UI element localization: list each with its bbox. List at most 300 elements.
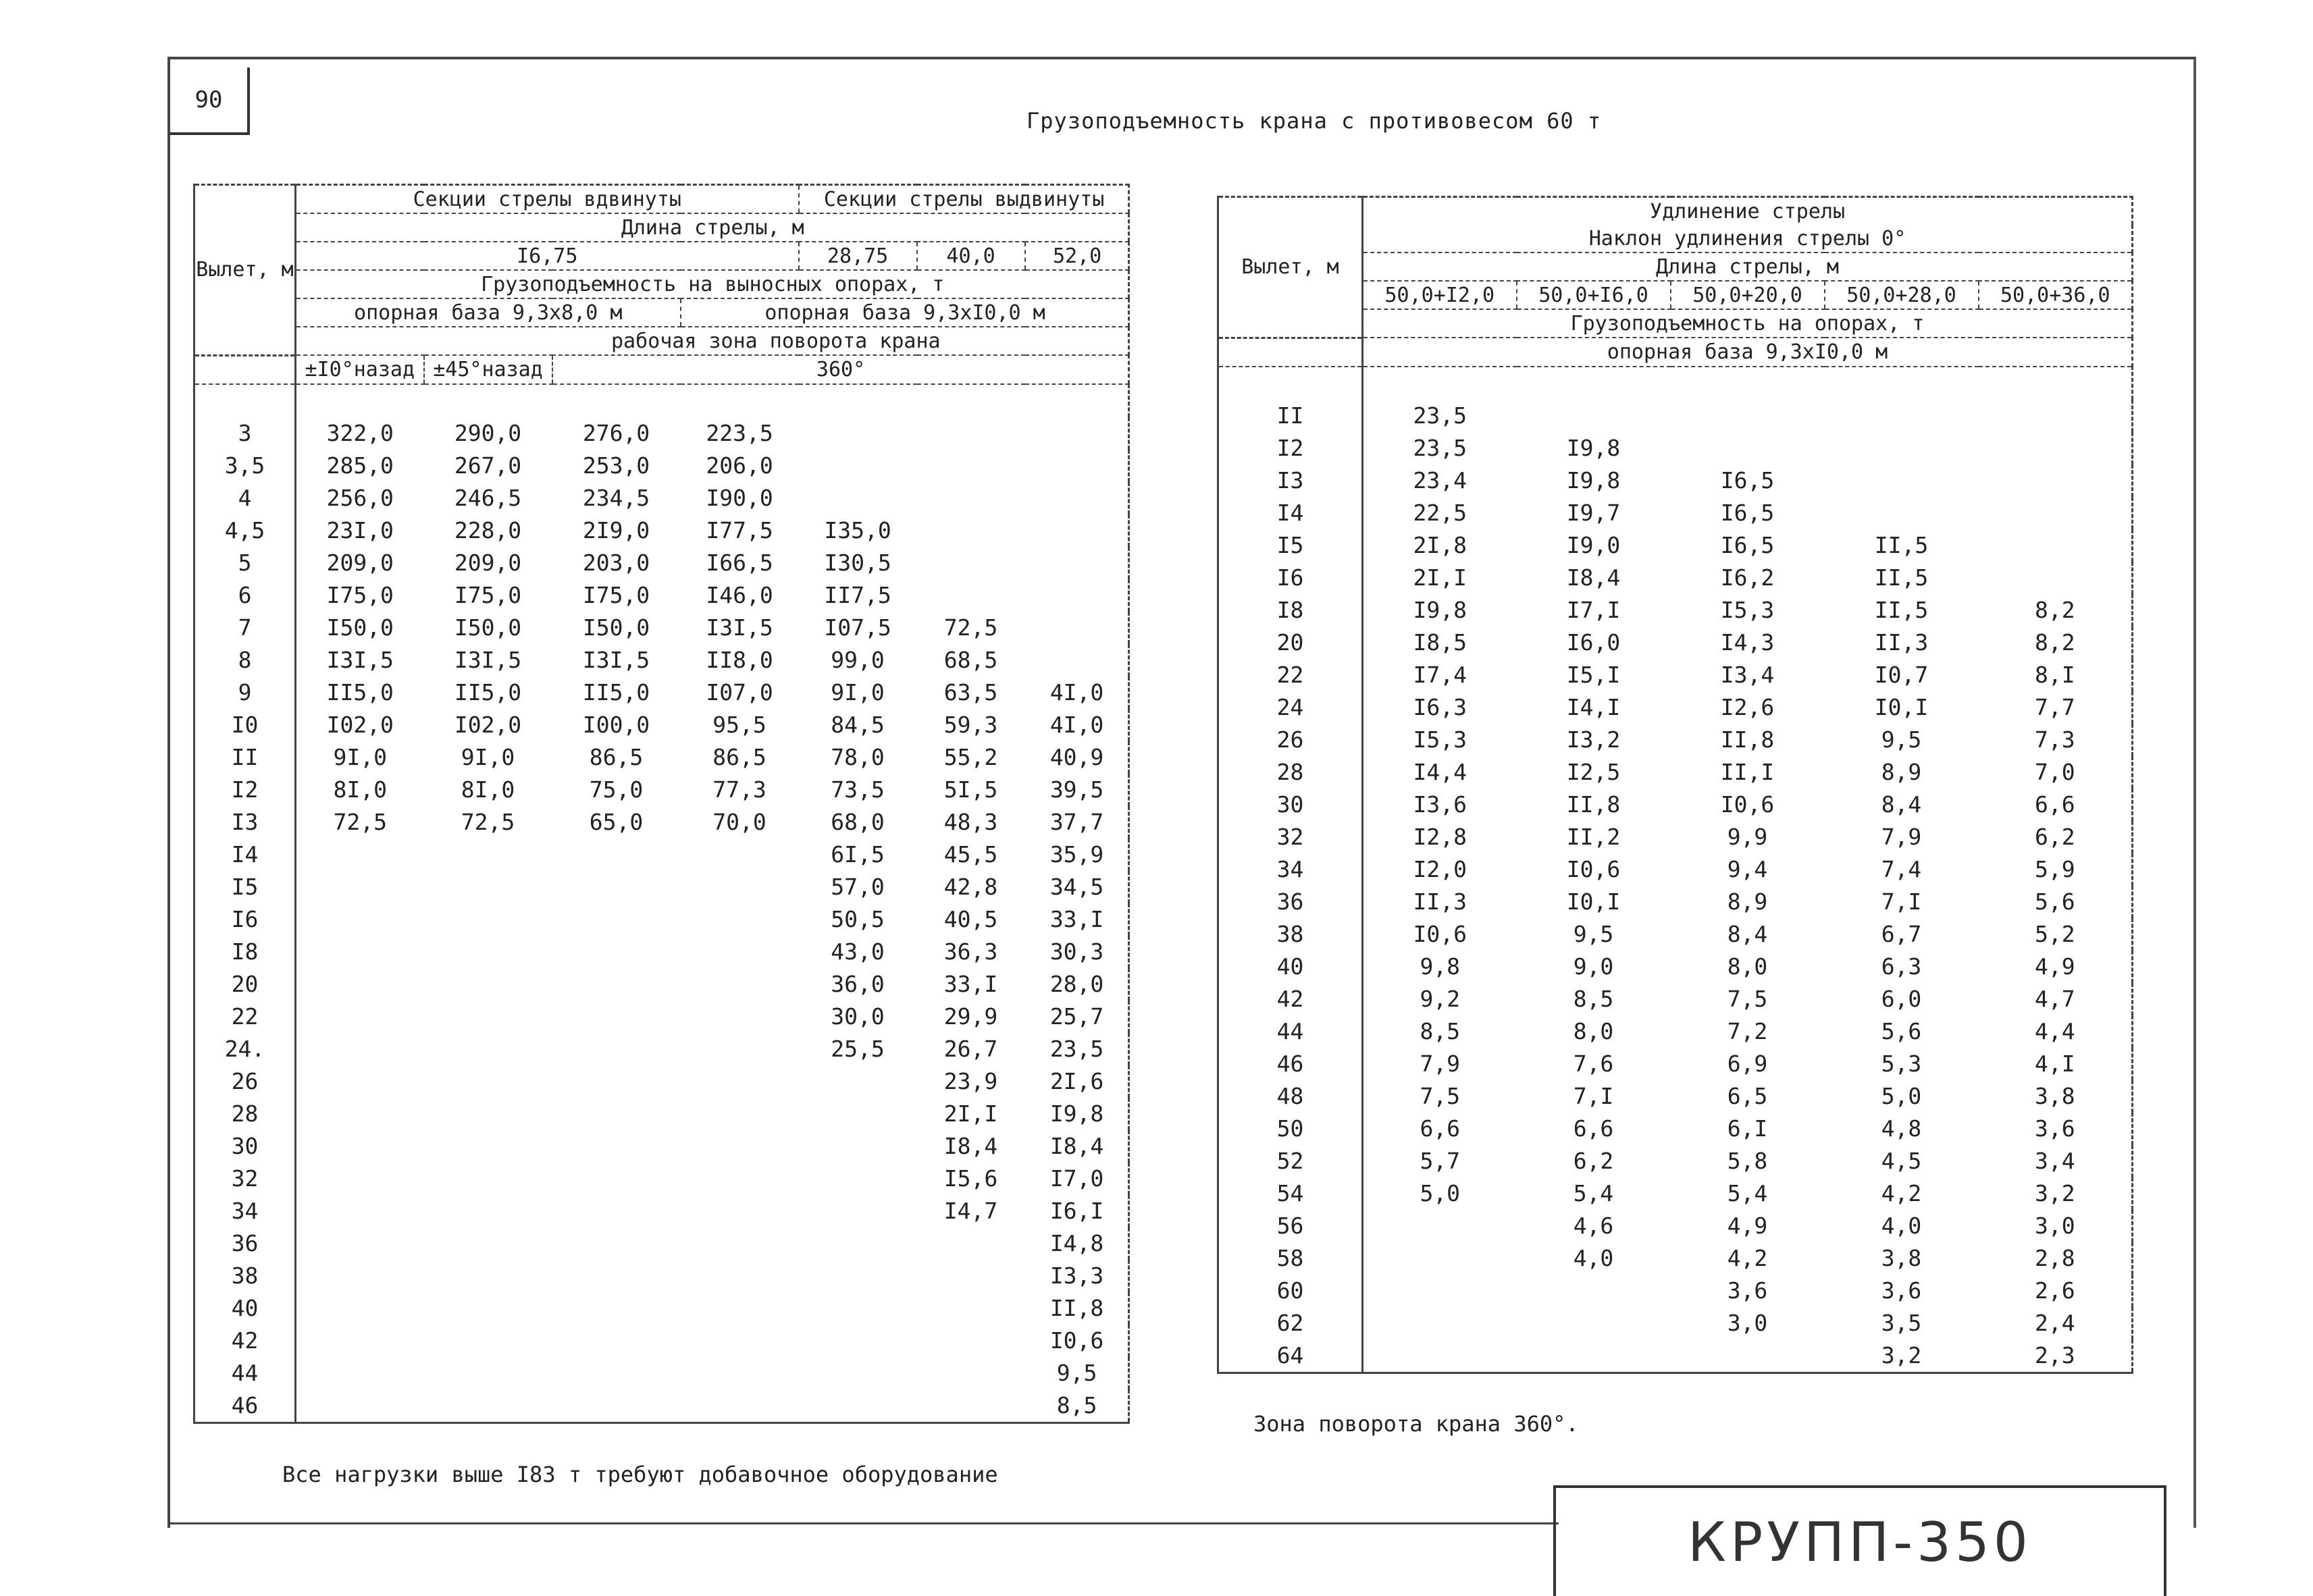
load-cell	[681, 968, 799, 1001]
header-base-right: опорная база 9,3хI0,0 м	[1363, 338, 2133, 367]
load-cell	[424, 1163, 552, 1195]
load-cell: I9,0	[1566, 532, 1621, 558]
right_table-row	[1218, 724, 2133, 756]
right_table-row	[1218, 1048, 2133, 1080]
load-cell: 6,5	[1727, 1083, 1768, 1109]
load-cell: 4,8	[1881, 1115, 1922, 1142]
load-cell: 6,6	[1573, 1115, 1614, 1142]
load-cell	[552, 1227, 681, 1260]
load-cell: 23,4	[1413, 467, 1467, 494]
load-cell: 322,0	[326, 420, 394, 446]
load-cell: 3,6	[2034, 1115, 2075, 1142]
load-cell: II5,0	[326, 679, 394, 706]
left_table-row	[194, 774, 1129, 806]
right_table-row	[1218, 1177, 2133, 1210]
load-cell: 72,5	[943, 614, 998, 641]
load-cell: I6,2	[1720, 564, 1775, 591]
load-cell: I6,0	[1566, 629, 1621, 656]
ext-length-3: 50,0+20,0	[1671, 281, 1825, 309]
load-cell: I9,7	[1566, 500, 1621, 526]
right_table-row	[1218, 400, 2133, 432]
right-load-table	[1217, 196, 2133, 1374]
load-cell: 9,5	[1881, 726, 1922, 753]
zone-1: ±I0°назад	[296, 355, 424, 384]
load-cell	[917, 514, 1025, 547]
load-cell	[552, 1130, 681, 1163]
reach-cell: I4	[194, 839, 296, 871]
load-cell	[799, 1357, 917, 1389]
reach-cell: 42	[194, 1325, 296, 1357]
load-cell	[681, 936, 799, 968]
load-cell: 228,0	[454, 517, 522, 543]
load-cell: 8,2	[2034, 597, 2075, 623]
load-cell: 36,0	[831, 971, 885, 997]
left_table-spacer	[194, 384, 1129, 417]
load-cell	[296, 1065, 424, 1098]
load-cell: I4,8	[1049, 1230, 1104, 1256]
load-cell	[552, 1033, 681, 1065]
load-cell: 9,9	[1727, 824, 1768, 850]
zone-3: 360°	[552, 355, 1129, 384]
load-cell: 77,3	[712, 776, 766, 803]
load-cell: 33,I	[1049, 906, 1104, 932]
load-cell	[681, 1292, 799, 1325]
load-cell: 3,4	[2034, 1148, 2075, 1174]
reach-cell: 4	[194, 482, 296, 514]
load-cell: 7,7	[2034, 694, 2075, 720]
load-cell	[917, 579, 1025, 612]
boom-length-1: I6,75	[296, 242, 799, 270]
load-cell	[296, 1389, 424, 1423]
load-cell: 6,I	[1727, 1115, 1768, 1142]
load-cell	[552, 1163, 681, 1195]
load-cell	[1025, 482, 1129, 514]
load-cell	[424, 1033, 552, 1065]
reach-cell: 28	[194, 1098, 296, 1130]
load-cell: I3I,5	[326, 647, 394, 673]
load-cell: 2,8	[2034, 1245, 2075, 1271]
load-cell: 84,5	[831, 712, 885, 738]
load-cell: 6I,5	[831, 841, 885, 868]
load-cell	[424, 903, 552, 936]
load-cell: 72,5	[461, 809, 515, 835]
load-cell: 23,5	[1413, 435, 1467, 461]
load-cell: II,3	[1874, 629, 1929, 656]
load-cell: 75,0	[589, 776, 644, 803]
load-cell: 9,4	[1727, 856, 1768, 882]
load-cell: II,3	[1413, 888, 1467, 915]
load-cell	[799, 1163, 917, 1195]
load-cell: 34,5	[1049, 874, 1104, 900]
note-additional-equipment: Все нагрузки выше I83 т требуют добавочное оборудование	[282, 1462, 998, 1487]
load-cell: I2,5	[1566, 759, 1621, 785]
load-cell: 285,0	[326, 452, 394, 479]
load-cell: 4,9	[2034, 953, 2075, 980]
right_table-row	[1218, 1275, 2133, 1307]
load-cell: 2I,6	[1049, 1068, 1104, 1094]
spacer-cell	[194, 384, 296, 417]
load-cell	[296, 1130, 424, 1163]
load-cell	[917, 450, 1025, 482]
load-cell	[552, 1389, 681, 1423]
load-cell: 5,0	[1420, 1180, 1461, 1206]
load-cell	[1363, 1210, 1517, 1242]
load-cell: 68,0	[831, 809, 885, 835]
load-cell: II8,0	[706, 647, 773, 673]
load-cell	[552, 903, 681, 936]
reach-cell: 24.	[194, 1033, 296, 1065]
load-cell	[681, 1001, 799, 1033]
right_table-row	[1218, 1145, 2133, 1177]
load-cell: 276,0	[582, 420, 650, 446]
left_table-row	[194, 1033, 1129, 1065]
left_table-row	[194, 547, 1129, 579]
load-cell: 3,8	[1881, 1245, 1922, 1271]
load-cell: 68,5	[943, 647, 998, 673]
load-cell: I0,I	[1874, 694, 1929, 720]
reach-cell: 40	[1218, 951, 1363, 983]
load-cell	[917, 482, 1025, 514]
right_table-row	[1218, 1113, 2133, 1145]
load-cell: 7,9	[1420, 1050, 1461, 1077]
left_table-row	[194, 1357, 1129, 1389]
load-cell: 4,0	[1573, 1245, 1614, 1271]
load-cell: 5,6	[1881, 1018, 1922, 1044]
header-capacity-right: Грузоподъемность на опорах, т	[1363, 309, 2133, 338]
load-cell	[681, 1065, 799, 1098]
load-cell: 203,0	[582, 550, 650, 576]
reach-cell: II	[1218, 400, 1363, 432]
load-cell	[1671, 432, 1825, 464]
load-cell: 8,5	[1420, 1018, 1461, 1044]
load-cell: 25,5	[831, 1036, 885, 1062]
load-cell: 8,5	[1573, 986, 1614, 1012]
load-cell: 4,5	[1881, 1148, 1922, 1174]
load-cell: I02,0	[326, 712, 394, 738]
right_table-row	[1218, 1015, 2133, 1048]
load-cell	[1979, 497, 2133, 529]
load-cell: 8,2	[2034, 629, 2075, 656]
load-cell: 22,5	[1413, 500, 1467, 526]
reach-cell: 9	[194, 676, 296, 709]
load-cell: 4,7	[2034, 986, 2075, 1012]
load-cell	[917, 1292, 1025, 1325]
load-cell: I4,7	[943, 1198, 998, 1224]
right_table-row	[1218, 1210, 2133, 1242]
load-cell	[799, 417, 917, 450]
load-cell	[681, 903, 799, 936]
load-cell: I8,4	[1566, 564, 1621, 591]
load-cell: I3,4	[1720, 662, 1775, 688]
left_table-row	[194, 1227, 1129, 1260]
load-cell: 5I,5	[943, 776, 998, 803]
load-cell: 3,0	[1727, 1310, 1768, 1336]
load-cell	[681, 1098, 799, 1130]
load-cell: 50,5	[831, 906, 885, 932]
load-cell: 209,0	[454, 550, 522, 576]
left_table-row	[194, 709, 1129, 741]
right_table-row	[1218, 562, 2133, 594]
load-cell: I7,I	[1566, 597, 1621, 623]
load-cell: I90,0	[706, 485, 773, 511]
reach-cell: I8	[194, 936, 296, 968]
load-cell: I30,5	[824, 550, 891, 576]
load-cell: 9,5	[1056, 1360, 1097, 1386]
right_table-row	[1218, 594, 2133, 627]
left_table-row	[194, 871, 1129, 903]
load-cell: II5,0	[454, 679, 522, 706]
load-cell: I07,0	[706, 679, 773, 706]
reach-cell: I3	[194, 806, 296, 839]
load-cell: 39,5	[1049, 776, 1104, 803]
reach-cell: II	[194, 741, 296, 774]
load-cell: II,5	[1874, 597, 1929, 623]
load-cell	[681, 1227, 799, 1260]
load-cell	[1363, 1275, 1517, 1307]
load-cell: I6,5	[1720, 467, 1775, 494]
reach-cell: I4	[1218, 497, 1363, 529]
right_table-row	[1218, 951, 2133, 983]
load-cell: I3,3	[1049, 1262, 1104, 1289]
load-cell: 246,5	[454, 485, 522, 511]
right_table-row	[1218, 789, 2133, 821]
load-cell: I07,5	[824, 614, 891, 641]
load-cell	[296, 1292, 424, 1325]
load-cell: 267,0	[454, 452, 522, 479]
load-cell: 45,5	[943, 841, 998, 868]
load-cell	[424, 1357, 552, 1389]
reach-cell: 22	[194, 1001, 296, 1033]
load-cell: I35,0	[824, 517, 891, 543]
load-cell: I5,3	[1720, 597, 1775, 623]
load-cell: 6,2	[2034, 824, 2075, 850]
ext-length-1: 50,0+I2,0	[1363, 281, 1517, 309]
left_table-row	[194, 450, 1129, 482]
load-cell: 5,7	[1420, 1148, 1461, 1174]
load-cell: II7,5	[824, 582, 891, 608]
load-cell: I46,0	[706, 582, 773, 608]
load-cell: I8,5	[1413, 629, 1467, 656]
reach-cell: I5	[1218, 529, 1363, 562]
base-1: опорная база 9,3х8,0 м	[296, 298, 681, 327]
load-cell: I6,I	[1049, 1198, 1104, 1224]
load-cell: 25,7	[1049, 1003, 1104, 1030]
left_table-row	[194, 644, 1129, 676]
reach-cell: 20	[1218, 627, 1363, 659]
load-cell: I0,6	[1720, 791, 1775, 818]
load-cell: 48,3	[943, 809, 998, 835]
load-cell	[681, 1195, 799, 1227]
load-cell: 4,I	[2034, 1050, 2075, 1077]
load-cell: I3I,5	[706, 614, 773, 641]
load-cell: 70,0	[712, 809, 766, 835]
right_table-row	[1218, 464, 2133, 497]
load-cell	[1517, 1275, 1671, 1307]
load-cell: II,5	[1874, 532, 1929, 558]
load-cell: 7,2	[1727, 1018, 1768, 1044]
reach-cell: 5	[194, 547, 296, 579]
load-cell: 206,0	[706, 452, 773, 479]
right_table-row	[1218, 432, 2133, 464]
reach-cell: 46	[194, 1389, 296, 1423]
load-cell: 8,0	[1573, 1018, 1614, 1044]
load-cell: 86,5	[712, 744, 766, 770]
load-cell: 4I,0	[1049, 712, 1104, 738]
load-cell	[1671, 1339, 1825, 1373]
reach-header-right: Вылет, м	[1218, 197, 1363, 338]
load-cell	[799, 1098, 917, 1130]
load-cell: 9,0	[1573, 953, 1614, 980]
load-cell: I8,4	[943, 1133, 998, 1159]
header-boom-length: Длина стрелы, м	[296, 213, 1129, 242]
load-cell: I3,2	[1566, 726, 1621, 753]
reach-cell: I2	[194, 774, 296, 806]
boom-length-4: 52,0	[1025, 242, 1129, 270]
load-cell: 8,9	[1881, 759, 1922, 785]
reach-cell: 34	[194, 1195, 296, 1227]
right_table-spacer	[1218, 367, 2133, 400]
load-cell: 59,3	[943, 712, 998, 738]
load-cell	[681, 839, 799, 871]
load-cell	[424, 839, 552, 871]
right_table-row	[1218, 691, 2133, 724]
left_table-row	[194, 1098, 1129, 1130]
load-cell	[799, 1389, 917, 1423]
load-cell	[1517, 1339, 1671, 1373]
load-cell: 5,3	[1881, 1050, 1922, 1077]
load-cell: 33,I	[943, 971, 998, 997]
load-cell: I3,6	[1413, 791, 1467, 818]
load-cell: 3,6	[1881, 1277, 1922, 1304]
load-cell: II,2	[1566, 824, 1621, 850]
load-cell	[1363, 1307, 1517, 1339]
load-cell	[424, 936, 552, 968]
load-cell: I50,0	[454, 614, 522, 641]
left_table-row	[194, 676, 1129, 709]
load-cell: 40,5	[943, 906, 998, 932]
load-cell: 6,9	[1727, 1050, 1768, 1077]
load-cell	[799, 1065, 917, 1098]
header-retracted: Секции стрелы вдвинуты	[296, 185, 799, 214]
load-cell: 6,3	[1881, 953, 1922, 980]
reach-cell: 32	[1218, 821, 1363, 853]
load-cell	[917, 1389, 1025, 1423]
load-cell: 42,8	[943, 874, 998, 900]
load-cell: 9,2	[1420, 986, 1461, 1012]
right_table-row	[1218, 918, 2133, 951]
reach-cell: 38	[194, 1260, 296, 1292]
load-cell	[552, 1065, 681, 1098]
left_table-row	[194, 1130, 1129, 1163]
load-cell	[296, 968, 424, 1001]
load-cell	[424, 1098, 552, 1130]
load-cell: I2,6	[1720, 694, 1775, 720]
load-cell: I2,8	[1413, 824, 1467, 850]
reach-cell: 36	[194, 1227, 296, 1260]
load-cell: 9I,0	[461, 744, 515, 770]
load-cell: 99,0	[831, 647, 885, 673]
load-cell: 8,I	[2034, 662, 2075, 688]
load-cell: I66,5	[706, 550, 773, 576]
left_table-row	[194, 1292, 1129, 1325]
load-cell	[799, 1130, 917, 1163]
load-cell	[681, 1033, 799, 1065]
load-cell: 8,5	[1056, 1392, 1097, 1418]
load-cell: I4,4	[1413, 759, 1467, 785]
load-cell: 5,8	[1727, 1148, 1768, 1174]
load-cell	[799, 450, 917, 482]
left_table-row	[194, 1325, 1129, 1357]
load-cell: 7,I	[1573, 1083, 1614, 1109]
load-cell: I8,4	[1049, 1133, 1104, 1159]
load-cell	[424, 1325, 552, 1357]
load-cell: 253,0	[582, 452, 650, 479]
load-cell	[1025, 417, 1129, 450]
load-cell: 7,9	[1881, 824, 1922, 850]
load-cell: 63,5	[943, 679, 998, 706]
load-cell	[1979, 529, 2133, 562]
spacer-cell	[1218, 367, 1363, 400]
load-cell	[296, 1325, 424, 1357]
load-cell: 8I,0	[333, 776, 387, 803]
reach-cell: I6	[194, 903, 296, 936]
right_table-row	[1218, 756, 2133, 789]
left_table-row	[194, 741, 1129, 774]
ext-length-2: 50,0+I6,0	[1517, 281, 1671, 309]
load-cell: 5,6	[2034, 888, 2075, 915]
left_table-row	[194, 1065, 1129, 1098]
load-cell: 4,6	[1573, 1213, 1614, 1239]
reach-cell: 3	[194, 417, 296, 450]
load-cell: 43,0	[831, 938, 885, 965]
load-cell	[1517, 1307, 1671, 1339]
load-cell: 2I,8	[1413, 532, 1467, 558]
header-boom-length-right: Длина стрелы, м	[1363, 252, 2133, 281]
load-cell: 2I,I	[1413, 564, 1467, 591]
load-cell	[917, 1227, 1025, 1260]
load-cell: 2,4	[2034, 1310, 2075, 1336]
reach-cell: 46	[1218, 1048, 1363, 1080]
load-cell	[1025, 579, 1129, 612]
load-cell: I0,6	[1049, 1327, 1104, 1354]
reach-cell: 8	[194, 644, 296, 676]
load-cell: 6,6	[1420, 1115, 1461, 1142]
load-cell	[296, 839, 424, 871]
load-cell: 4,2	[1881, 1180, 1922, 1206]
load-cell: I50,0	[326, 614, 394, 641]
load-cell: I50,0	[582, 614, 650, 641]
load-cell: 3,8	[2034, 1083, 2075, 1109]
load-cell: 36,3	[943, 938, 998, 965]
reach-cell: 30	[194, 1130, 296, 1163]
ext-length-4: 50,0+28,0	[1825, 281, 1979, 309]
load-cell	[1825, 400, 1979, 432]
load-cell: 7,4	[1881, 856, 1922, 882]
load-cell: 9I,0	[831, 679, 885, 706]
load-cell: II,8	[1720, 726, 1775, 753]
load-cell	[681, 1163, 799, 1195]
load-cell: I5,6	[943, 1165, 998, 1192]
left_table-row	[194, 417, 1129, 450]
load-cell: 4,9	[1727, 1213, 1768, 1239]
load-cell	[1979, 432, 2133, 464]
reach-cell: 42	[1218, 983, 1363, 1015]
load-cell: 4,4	[2034, 1018, 2075, 1044]
load-cell: I6,5	[1720, 532, 1775, 558]
load-cell	[296, 1163, 424, 1195]
load-cell: 23,9	[943, 1068, 998, 1094]
load-cell: 2I,I	[943, 1100, 998, 1127]
